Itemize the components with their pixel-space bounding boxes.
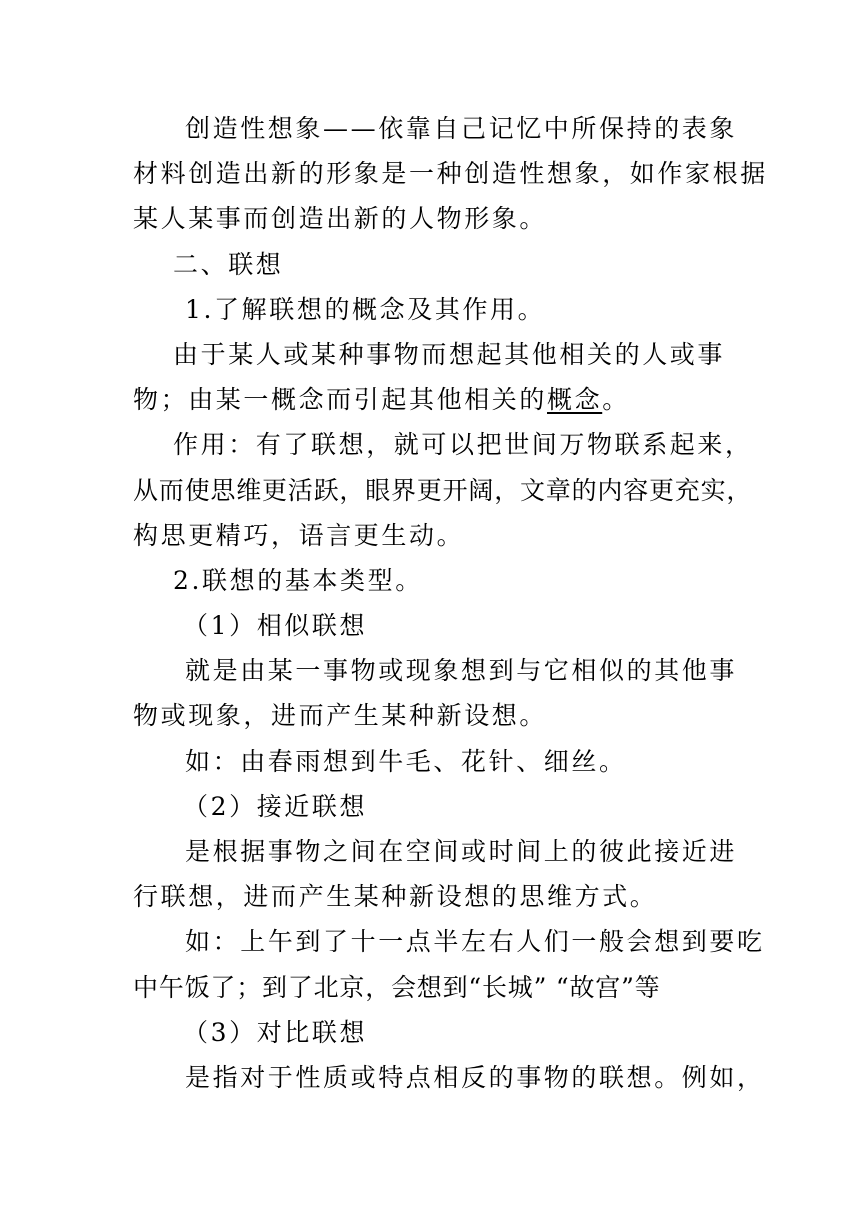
paragraph-line: 是根据事物之间在空间或时间上的彼此接近进	[185, 837, 738, 866]
paragraph-line: 行联想，进而产生某种新设想的思维方式。	[133, 882, 658, 911]
list-heading: （1）相似联想	[183, 611, 368, 640]
paragraph-line: 构思更精巧，语言更生动。	[133, 521, 465, 550]
underlined-term: 概念	[547, 385, 603, 414]
paragraph-line: 中午饭了；到了北京，会想到“长城” “故宫”等	[133, 973, 661, 1002]
subsection-heading: 1.了解联想的概念及其作用。	[185, 295, 546, 324]
paragraph-line	[133, 385, 630, 415]
paragraph-line: 物或现象，进而产生某种新设想。	[133, 701, 548, 730]
paragraph-line: 如：上午到了十一点半左右人们一般会想到要吃	[185, 927, 765, 956]
subsection-heading: 2.联想的基本类型。	[173, 566, 423, 595]
paragraph-line: 某人某事而创造出新的人物形象。	[133, 204, 548, 233]
list-heading: （3）对比联想	[183, 1018, 368, 1047]
paragraph-line: 从而使思维更活跃，眼界更开阔，文章的内容更充实，	[133, 476, 753, 505]
paragraph-line: 材料创造出新的形象是一种创造性想象，如作家根据	[133, 159, 768, 188]
paragraph-punctuation: 。	[602, 385, 630, 414]
section-heading: 二、联想	[173, 250, 284, 279]
paragraph-line: 就是由某一事物或现象想到与它相似的其他事	[185, 656, 738, 685]
paragraph-line: 由于某人或某种事物而想起其他相关的人或事	[173, 340, 726, 369]
paragraph-line: 如：由春雨想到牛毛、花针、细丝。	[185, 747, 627, 776]
paragraph-line: 是指对于性质或特点相反的事物的联想。例如，	[185, 1063, 765, 1092]
paragraph-line: 创造性想象——依靠自己记忆中所保持的表象	[185, 114, 738, 143]
paragraph-text: 物；由某一概念而引起其他相关的	[133, 385, 548, 414]
list-heading: （2）接近联想	[183, 792, 368, 821]
paragraph-line: 作用：有了联想，就可以把世间万物联系起来，	[173, 430, 753, 459]
